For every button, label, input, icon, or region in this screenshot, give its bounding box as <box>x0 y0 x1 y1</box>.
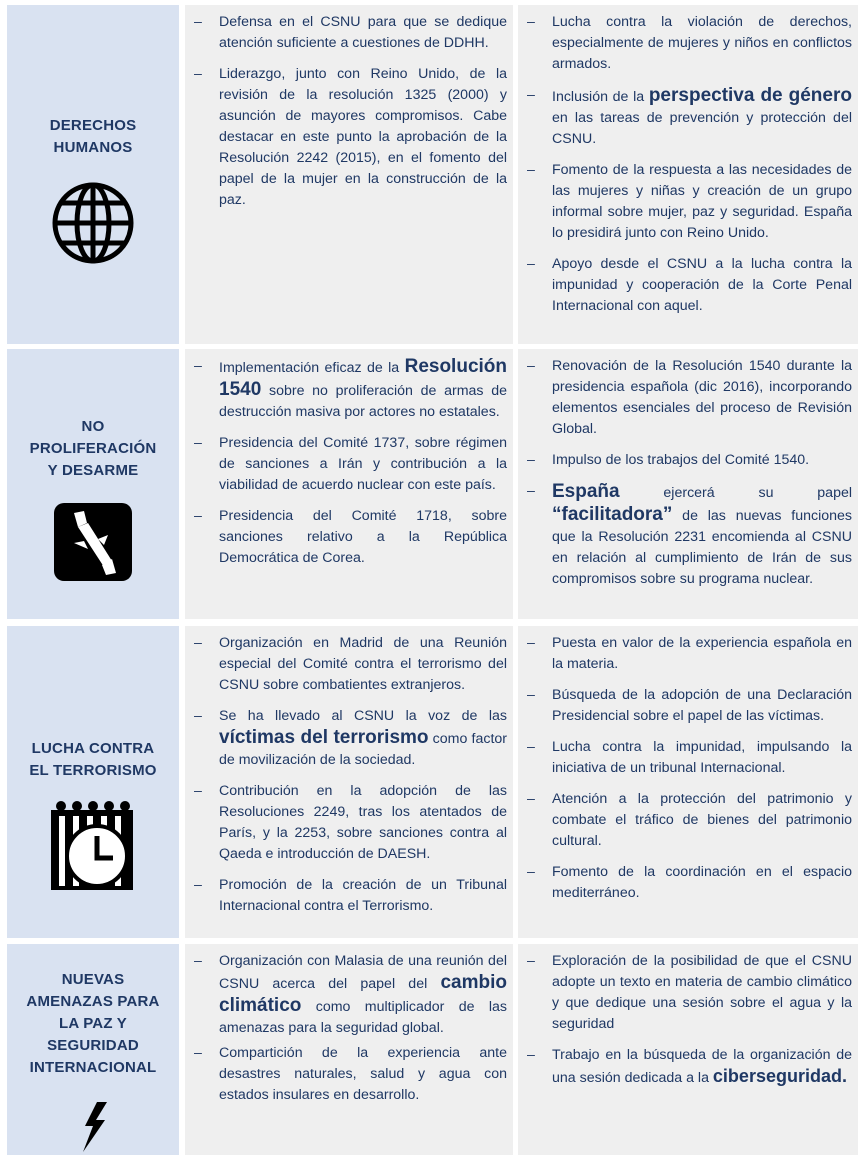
category-line: LA PAZ Y <box>59 1015 127 1032</box>
category-line: HUMANOS <box>53 139 133 156</box>
list-item: – Fomento de la coordinación en el espacio mediterráneo. <box>518 862 858 904</box>
category-line: INTERNACIONAL <box>29 1059 157 1076</box>
actions-cell-right <box>518 944 858 1155</box>
list-item <box>185 356 513 423</box>
list-item: – Renovación de la Resolución 1540 durante la presidencia española (dic 2016), incorporando elementos esenciales del proceso de Revisión Global. <box>518 356 858 440</box>
actions-cell-left <box>185 349 513 619</box>
list-item <box>185 951 513 1039</box>
actions-cell-right <box>518 349 858 619</box>
list-item <box>518 1045 858 1089</box>
emphasis: perspectiva de género <box>648 85 852 106</box>
actions-cell-left <box>185 5 513 344</box>
list-item: – Fomento de la respuesta a las necesidades de las mujeres y niñas y creación de un grupo informal sobre mujer, paz y seguridad. España lo presidirá junto con Reino Unido. <box>518 160 858 244</box>
actions-cell-right <box>518 5 858 344</box>
category-line: NO <box>81 418 105 435</box>
list-item: – Exploración de la posibilidad de que el CSNU adopte un texto en materia de cambio climático y que dedique una sesión sobre el agua y la seguridad <box>518 951 858 1035</box>
text-span: Trabajo en la búsqueda de la organización de una sesión dedicada a la <box>552 1047 852 1086</box>
category-line: Y DESARME <box>47 462 139 479</box>
category-line: PROLIFERACIÓN <box>29 440 157 457</box>
row-nuevas-amenazas <box>0 944 863 1155</box>
row-derechos-humanos <box>0 5 863 344</box>
category-line: NUEVAS <box>61 971 125 988</box>
list-item: – Búsqueda de la adopción de una Declaración Presidencial sobre el papel de las víctimas. <box>518 685 858 727</box>
list-item <box>185 706 513 771</box>
category-cell <box>7 349 179 619</box>
text-span: de las nuevas funciones que la Resolución 2231 encomienda al CSNU en relación al cumplimiento de Irán de sus compromisos sobre su programa nuclear. <box>552 508 852 587</box>
globe-icon <box>51 181 135 265</box>
category-title <box>7 738 179 782</box>
list-item: – Lucha contra la violación de derechos, especialmente de mujeres y niños en conflictos armados. <box>518 12 858 75</box>
list-item <box>518 85 858 150</box>
list-item <box>518 481 858 590</box>
text-span: como multiplicador de las amenazas para la seguridad global. <box>219 999 507 1036</box>
text-span: Organización con Malasia de una reunión del CSNU acerca del papel del <box>219 953 507 992</box>
category-line: SEGURIDAD <box>47 1037 139 1054</box>
lightning-icon <box>79 1102 109 1152</box>
list-item: – Liderazgo, junto con Reino Unido, de la revisión de la resolución 1325 (2000) y asunción de mayores compromisos. Cabe destacar en este punto la aprobación de la Resolución 2242 (2015), en el fomento del papel de la mujer en la construcción de la paz. <box>185 64 513 211</box>
text-span: como factor de movilización de la sociedad. <box>219 731 507 768</box>
category-line: LUCHA CONTRA <box>31 740 155 757</box>
category-title <box>7 115 179 159</box>
emphasis: “facilitadora” <box>552 504 673 525</box>
text-span: Se ha llevado al CSNU la voz de las <box>219 708 507 724</box>
category-line: DERECHOS <box>49 117 137 134</box>
category-title <box>7 969 179 1079</box>
calendar-clock-icon <box>49 800 135 892</box>
text-span: ejercerá su papel <box>619 485 852 501</box>
text-span: Inclusión de la <box>552 89 649 105</box>
row-terrorismo <box>0 626 863 938</box>
row-no-proliferacion <box>0 349 863 619</box>
emphasis: ciberseguridad. <box>712 1066 847 1086</box>
missile-icon <box>54 503 132 581</box>
list-item: – Puesta en valor de la experiencia española en la materia. <box>518 633 858 675</box>
list-item: – Defensa en el CSNU para que se dedique atención suficiente a cuestiones de DDHH. <box>185 12 513 54</box>
category-cell <box>7 944 179 1155</box>
list-item: – Presidencia del Comité 1737, sobre régimen de sanciones a Irán y contribución a la viabilidad de acuerdo nuclear con este país. <box>185 433 513 496</box>
list-item: – Contribución en la adopción de las Resoluciones 2249, tras los atentados de París, y la 2253, sobre sanciones contra al Qaeda e introducción de DAESH. <box>185 781 513 865</box>
list-item: – Promoción de la creación de un Tribunal Internacional contra el Terrorismo. <box>185 875 513 917</box>
actions-cell-right <box>518 626 858 938</box>
emphasis: cambio climático <box>219 972 507 1016</box>
text-span: Implementación eficaz de la <box>219 360 405 376</box>
actions-cell-left <box>185 944 513 1155</box>
text-span: sobre no proliferación de armas de destrucción masiva por actores no estatales. <box>219 383 507 420</box>
list-item: – Compartición de la experiencia ante desastres naturales, salud y agua con estados insulares en desarrollo. <box>185 1043 513 1106</box>
emphasis: España <box>552 481 620 502</box>
category-cell <box>7 626 179 938</box>
actions-cell-left <box>185 626 513 938</box>
list-item: – Apoyo desde el CSNU a la lucha contra la impunidad y cooperación de la Corte Penal Internacional con aquel. <box>518 254 858 317</box>
category-line: EL TERRORISMO <box>29 762 157 779</box>
category-cell <box>7 5 179 344</box>
text-span: en las tareas de prevención y protección del CSNU. <box>552 110 852 147</box>
emphasis: víctimas del terrorismo <box>219 727 429 748</box>
list-item: – Presidencia del Comité 1718, sobre sanciones relativo a la República Democrática de Corea. <box>185 506 513 569</box>
category-line: AMENAZAS PARA <box>26 993 160 1010</box>
list-item: – Impulso de los trabajos del Comité 1540. <box>518 450 858 471</box>
category-title <box>7 416 179 482</box>
list-item: – Atención a la protección del patrimonio y combate el tráfico de bienes del patrimonio cultural. <box>518 789 858 852</box>
list-item: – Lucha contra la impunidad, impulsando la iniciativa de un tribunal Internacional. <box>518 737 858 779</box>
list-item: – Organización en Madrid de una Reunión especial del Comité contra el terrorismo del CSNU sobre combatientes extranjeros. <box>185 633 513 696</box>
emphasis: Resolución 1540 <box>219 356 507 400</box>
